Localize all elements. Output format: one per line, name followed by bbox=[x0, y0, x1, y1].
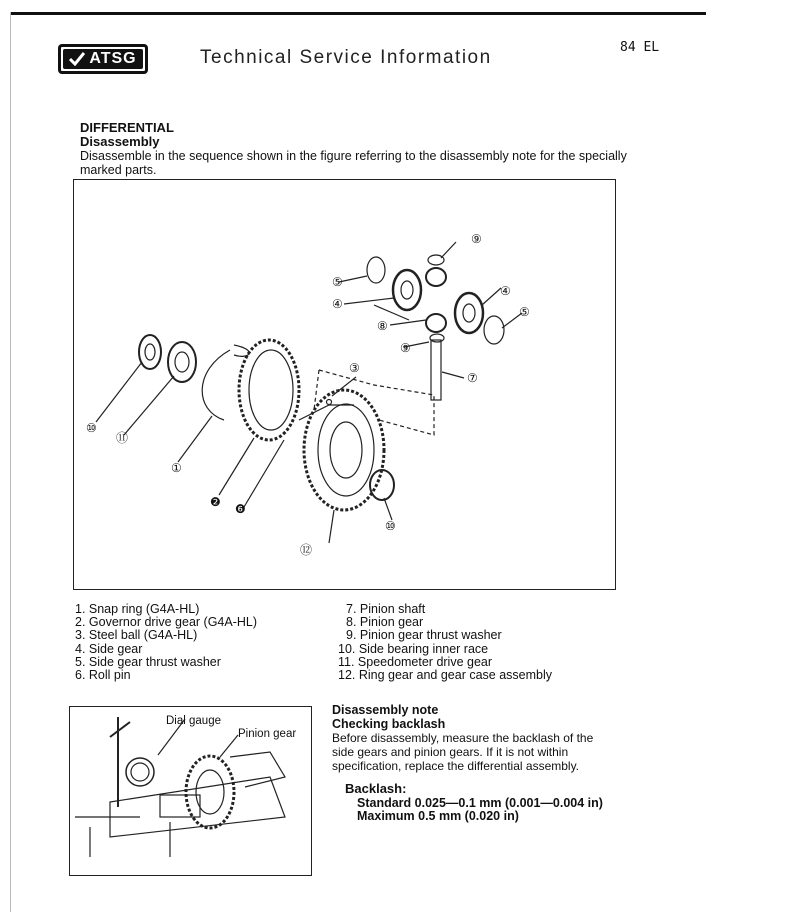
steel-ball-shape bbox=[327, 400, 332, 405]
note-subtitle: Checking backlash bbox=[332, 717, 446, 731]
callout: ❻ bbox=[235, 502, 246, 516]
callout: ⑩ bbox=[86, 421, 97, 435]
callout: ① bbox=[171, 461, 182, 475]
list-item: 6. Roll pin bbox=[75, 668, 131, 683]
exploded-view-figure bbox=[73, 179, 616, 590]
list-item: 1. Snap ring (G4A-HL) bbox=[75, 602, 200, 616]
thrust-washer-shape-2 bbox=[484, 316, 504, 344]
atsg-logo bbox=[58, 44, 148, 74]
intro-text: Disassemble in the sequence shown in the figure referring to the disassembly note for the specially marked parts. bbox=[80, 149, 627, 177]
side-gear-shape-2 bbox=[455, 293, 483, 333]
logo-text: ATSG bbox=[89, 50, 137, 67]
backlash-maximum: Maximum 0.5 mm (0.020 in) bbox=[357, 809, 519, 823]
list-item: 11. Speedometer drive gear bbox=[338, 654, 493, 669]
leader-line bbox=[220, 735, 238, 757]
page-header-title: Technical Service Information bbox=[200, 47, 492, 68]
list-item: 7. Pinion shaft bbox=[346, 602, 426, 616]
callout: ⑤ bbox=[332, 275, 343, 289]
callout: ⑩ bbox=[385, 519, 396, 533]
callout: ④ bbox=[332, 297, 343, 311]
pinion-washer-shape-2 bbox=[430, 334, 444, 342]
list-item: 8. Pinion gear bbox=[346, 615, 424, 630]
top-rule bbox=[10, 12, 706, 15]
list-item: 5. Side gear thrust washer bbox=[75, 654, 221, 669]
pinion-gear-shape-2 bbox=[426, 314, 446, 332]
parts-list-left bbox=[75, 603, 257, 682]
callout: ④ bbox=[500, 284, 511, 298]
callout: ⑫ bbox=[300, 543, 313, 557]
thrust-washer-shape bbox=[367, 257, 385, 283]
callout: ③ bbox=[349, 361, 360, 375]
dial-gauge-diagram bbox=[70, 707, 311, 875]
pinion-gear-label: Pinion gear bbox=[238, 728, 297, 740]
callout: ⑨ bbox=[471, 232, 482, 246]
pinion-gear-shape bbox=[426, 268, 446, 286]
backlash-standard: Standard 0.025—0.1 mm (0.001—0.004 in) bbox=[357, 796, 603, 810]
bearing-race-shape bbox=[139, 335, 161, 369]
callout: ⑤ bbox=[519, 305, 530, 319]
left-rule bbox=[10, 12, 11, 912]
callout: ⑧ bbox=[377, 319, 388, 333]
callout: ❷ bbox=[210, 495, 221, 509]
differential-exploded-diagram bbox=[74, 180, 615, 589]
list-item: 9. Pinion gear thrust washer bbox=[346, 628, 502, 643]
list-item: 4. Side gear bbox=[75, 641, 143, 656]
pinion-shaft-shape bbox=[431, 340, 441, 400]
list-item: 2. Governor drive gear (G4A-HL) bbox=[75, 615, 258, 630]
callout: ⑪ bbox=[116, 431, 129, 445]
section-subtitle: Disassembly bbox=[80, 134, 160, 149]
list-item: 12. Ring gear and gear case assembly bbox=[338, 668, 553, 683]
backlash-title: Backlash: bbox=[345, 781, 407, 796]
checkmark-icon bbox=[69, 52, 85, 66]
callout: ⑦ bbox=[467, 371, 478, 385]
page-number: 84 EL bbox=[620, 40, 660, 55]
side-bearing-shape bbox=[370, 470, 394, 500]
side-gear-shape bbox=[393, 270, 421, 310]
backlash-measurement-figure bbox=[69, 706, 312, 876]
gauge-stand-shape bbox=[110, 717, 130, 807]
note-body: Before disassembly, measure the backlash of the side gears and pinion gears. If it is not within specification, replace the differential assembly. bbox=[332, 731, 594, 773]
parts-list-right bbox=[338, 603, 552, 682]
list-item: 3. Steel ball (G4A-HL) bbox=[75, 628, 198, 643]
shaft-shape bbox=[160, 795, 200, 817]
list-item: 10. Side bearing inner race bbox=[338, 641, 489, 656]
dial-gauge-label: Dial gauge bbox=[166, 715, 221, 727]
callout-labels bbox=[86, 232, 530, 557]
speedometer-gear-shape bbox=[168, 342, 196, 382]
section-title: DIFFERENTIAL bbox=[80, 120, 174, 135]
snap-ring-shape bbox=[202, 350, 230, 420]
note-title: Disassembly note bbox=[332, 703, 439, 717]
dial-gauge-shape bbox=[126, 758, 154, 786]
callout: ⑨ bbox=[400, 341, 411, 355]
